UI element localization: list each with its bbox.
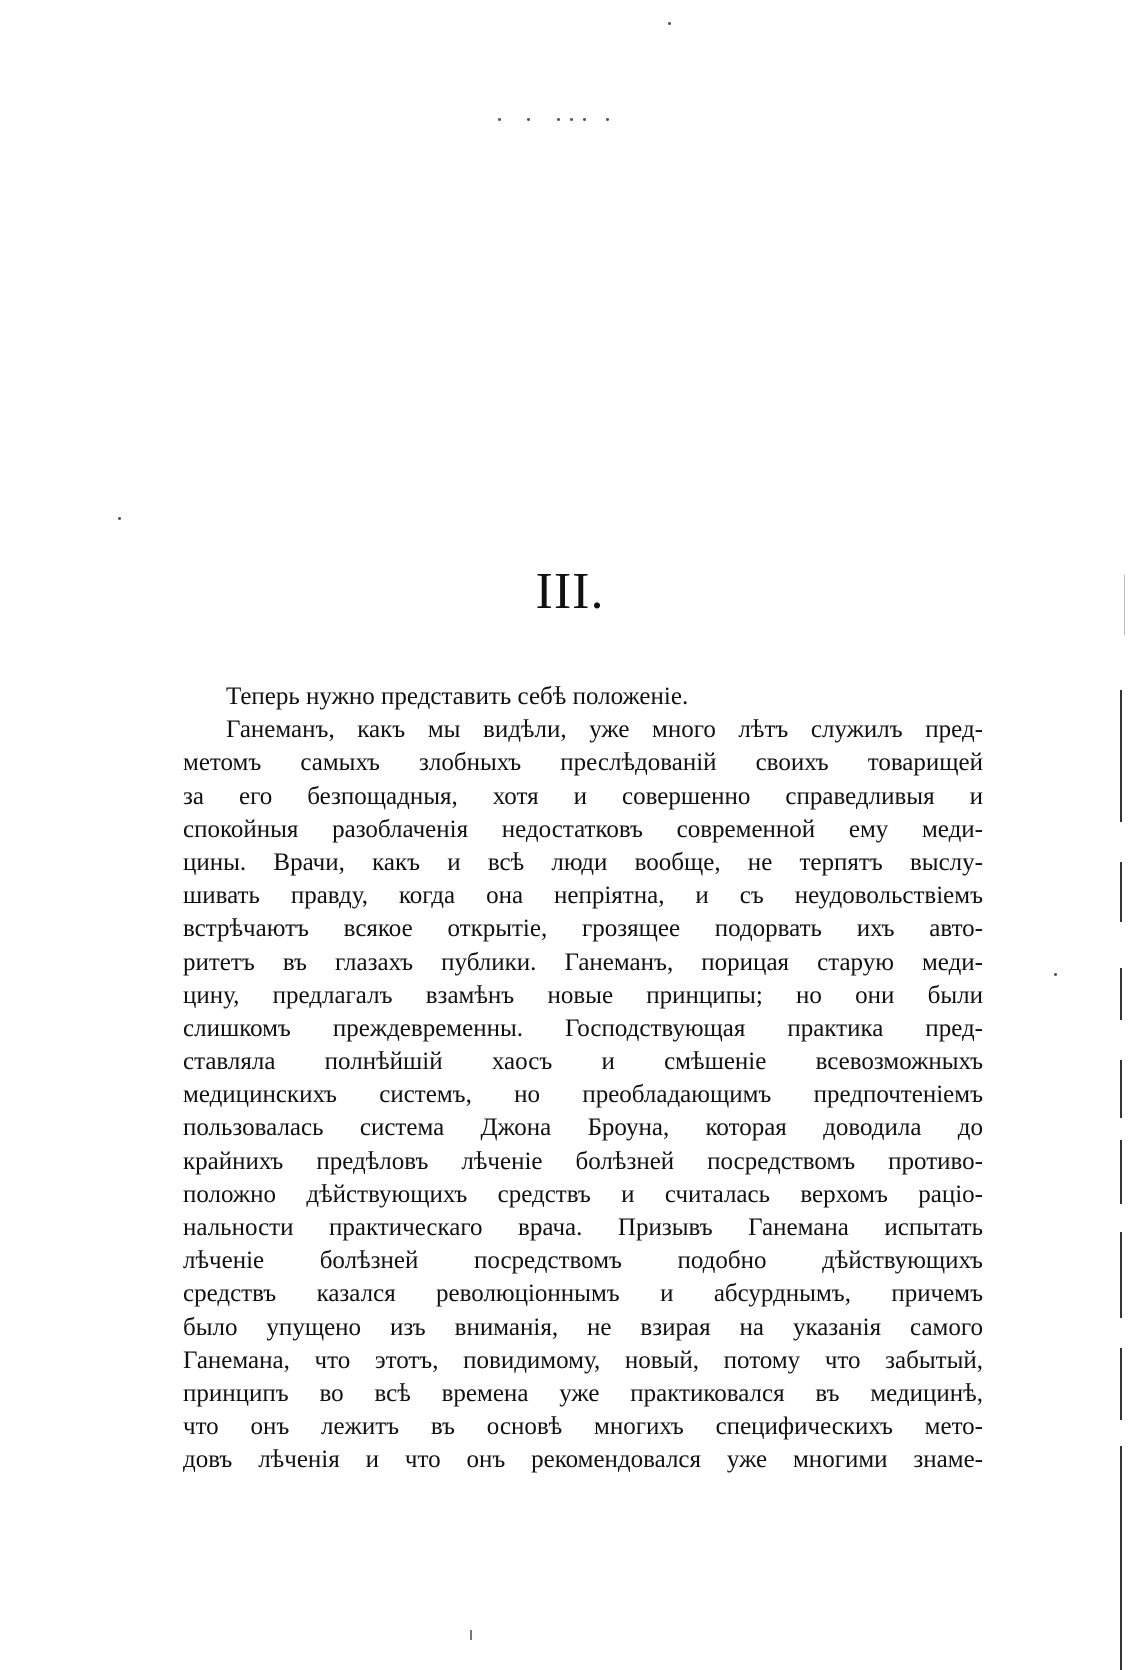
text-line: лѣченіе болѣзней посредствомъ подобно дѣйствующихъ	[183, 1247, 983, 1275]
text-line: принципъ во всѣ времена уже практиковался въ медицинѣ,	[183, 1379, 983, 1407]
text-line: цины. Врачи, какъ и всѣ люди вообще, не терпятъ выслу-	[183, 848, 983, 876]
text-line: шивать правду, когда она непріятна, и съ неудовольствіемъ	[183, 882, 983, 910]
scan-edge-mark	[1120, 1140, 1122, 1204]
text-line: крайнихъ предѣловъ лѣченіе болѣзней посредствомъ противо-	[183, 1147, 983, 1175]
print-speck	[606, 118, 609, 121]
scan-edge-mark	[1120, 862, 1122, 922]
chapter-heading: III.	[535, 563, 605, 620]
text-line: средствъ казался революціоннымъ и абсурднымъ, причемъ	[183, 1280, 983, 1308]
text-line: что онъ лежитъ въ основѣ многихъ специфическихъ мето-	[183, 1413, 983, 1441]
text-line: было упущено изъ вниманія, не взирая на указанія самого	[183, 1313, 983, 1341]
text-line: ставляла полнѣйшій хаосъ и смѣшеніе всевозможныхъ	[183, 1048, 983, 1076]
text-line: Ганемана, что этотъ, повидимому, новый, потому что забытый,	[183, 1346, 983, 1374]
print-speck	[1054, 973, 1057, 976]
body-text	[183, 680, 983, 1477]
scan-edge-mark	[1120, 968, 1122, 1020]
print-speck	[498, 118, 501, 121]
text-line: встрѣчаютъ всякое открытіе, грозящее подорвать ихъ авто-	[183, 915, 983, 943]
scan-edge-mark	[1120, 1446, 1122, 1670]
scan-edge-mark	[1124, 575, 1125, 635]
text-line: Ганеманъ, какъ мы видѣли, уже много лѣтъ служилъ пред-	[226, 716, 983, 744]
print-speck	[570, 118, 573, 121]
print-speck	[668, 22, 671, 25]
text-line: нальности практическаго врача. Призывъ Ганемана испытать	[183, 1214, 983, 1241]
text-line: довъ лѣченія и что онъ рекомендовался уже многими знаме-	[183, 1446, 983, 1474]
text-line: пользовалась система Джона Броуна, которая доводила до	[183, 1114, 983, 1142]
text-line: за его безпощадныя, хотя и совершенно справедливыя и	[183, 782, 983, 810]
text-line: спокойныя разоблаченія недостатковъ современной ему меди-	[183, 815, 983, 843]
scan-edge-mark	[470, 1630, 472, 1640]
scan-edge-mark	[1120, 1060, 1122, 1118]
scan-edge-mark	[1120, 690, 1122, 822]
text-line: цину, предлагалъ взамѣнъ новые принципы; но они были	[183, 981, 983, 1009]
scan-edge-mark	[1120, 1232, 1122, 1318]
text-line: метомъ самыхъ злобныхъ преслѣдованій своихъ товарищей	[183, 749, 983, 777]
scan-edge-mark	[1120, 1348, 1122, 1420]
print-speck	[527, 118, 530, 121]
print-speck	[557, 118, 560, 121]
print-speck	[118, 517, 121, 520]
text-line: ритетъ въ глазахъ публики. Ганеманъ, порицая старую меди-	[183, 948, 983, 976]
text-line: медицинскихъ системъ, но преобладающимъ предпочтеніемъ	[183, 1081, 983, 1109]
text-line: слишкомъ преждевременны. Господствующая практика пред-	[183, 1014, 983, 1042]
print-speck	[583, 118, 586, 121]
text-line: положно дѣйствующихъ средствъ и считалась верхомъ раціо-	[183, 1180, 983, 1208]
text-line: Теперь нужно представить себѣ положеніе.	[226, 683, 689, 710]
